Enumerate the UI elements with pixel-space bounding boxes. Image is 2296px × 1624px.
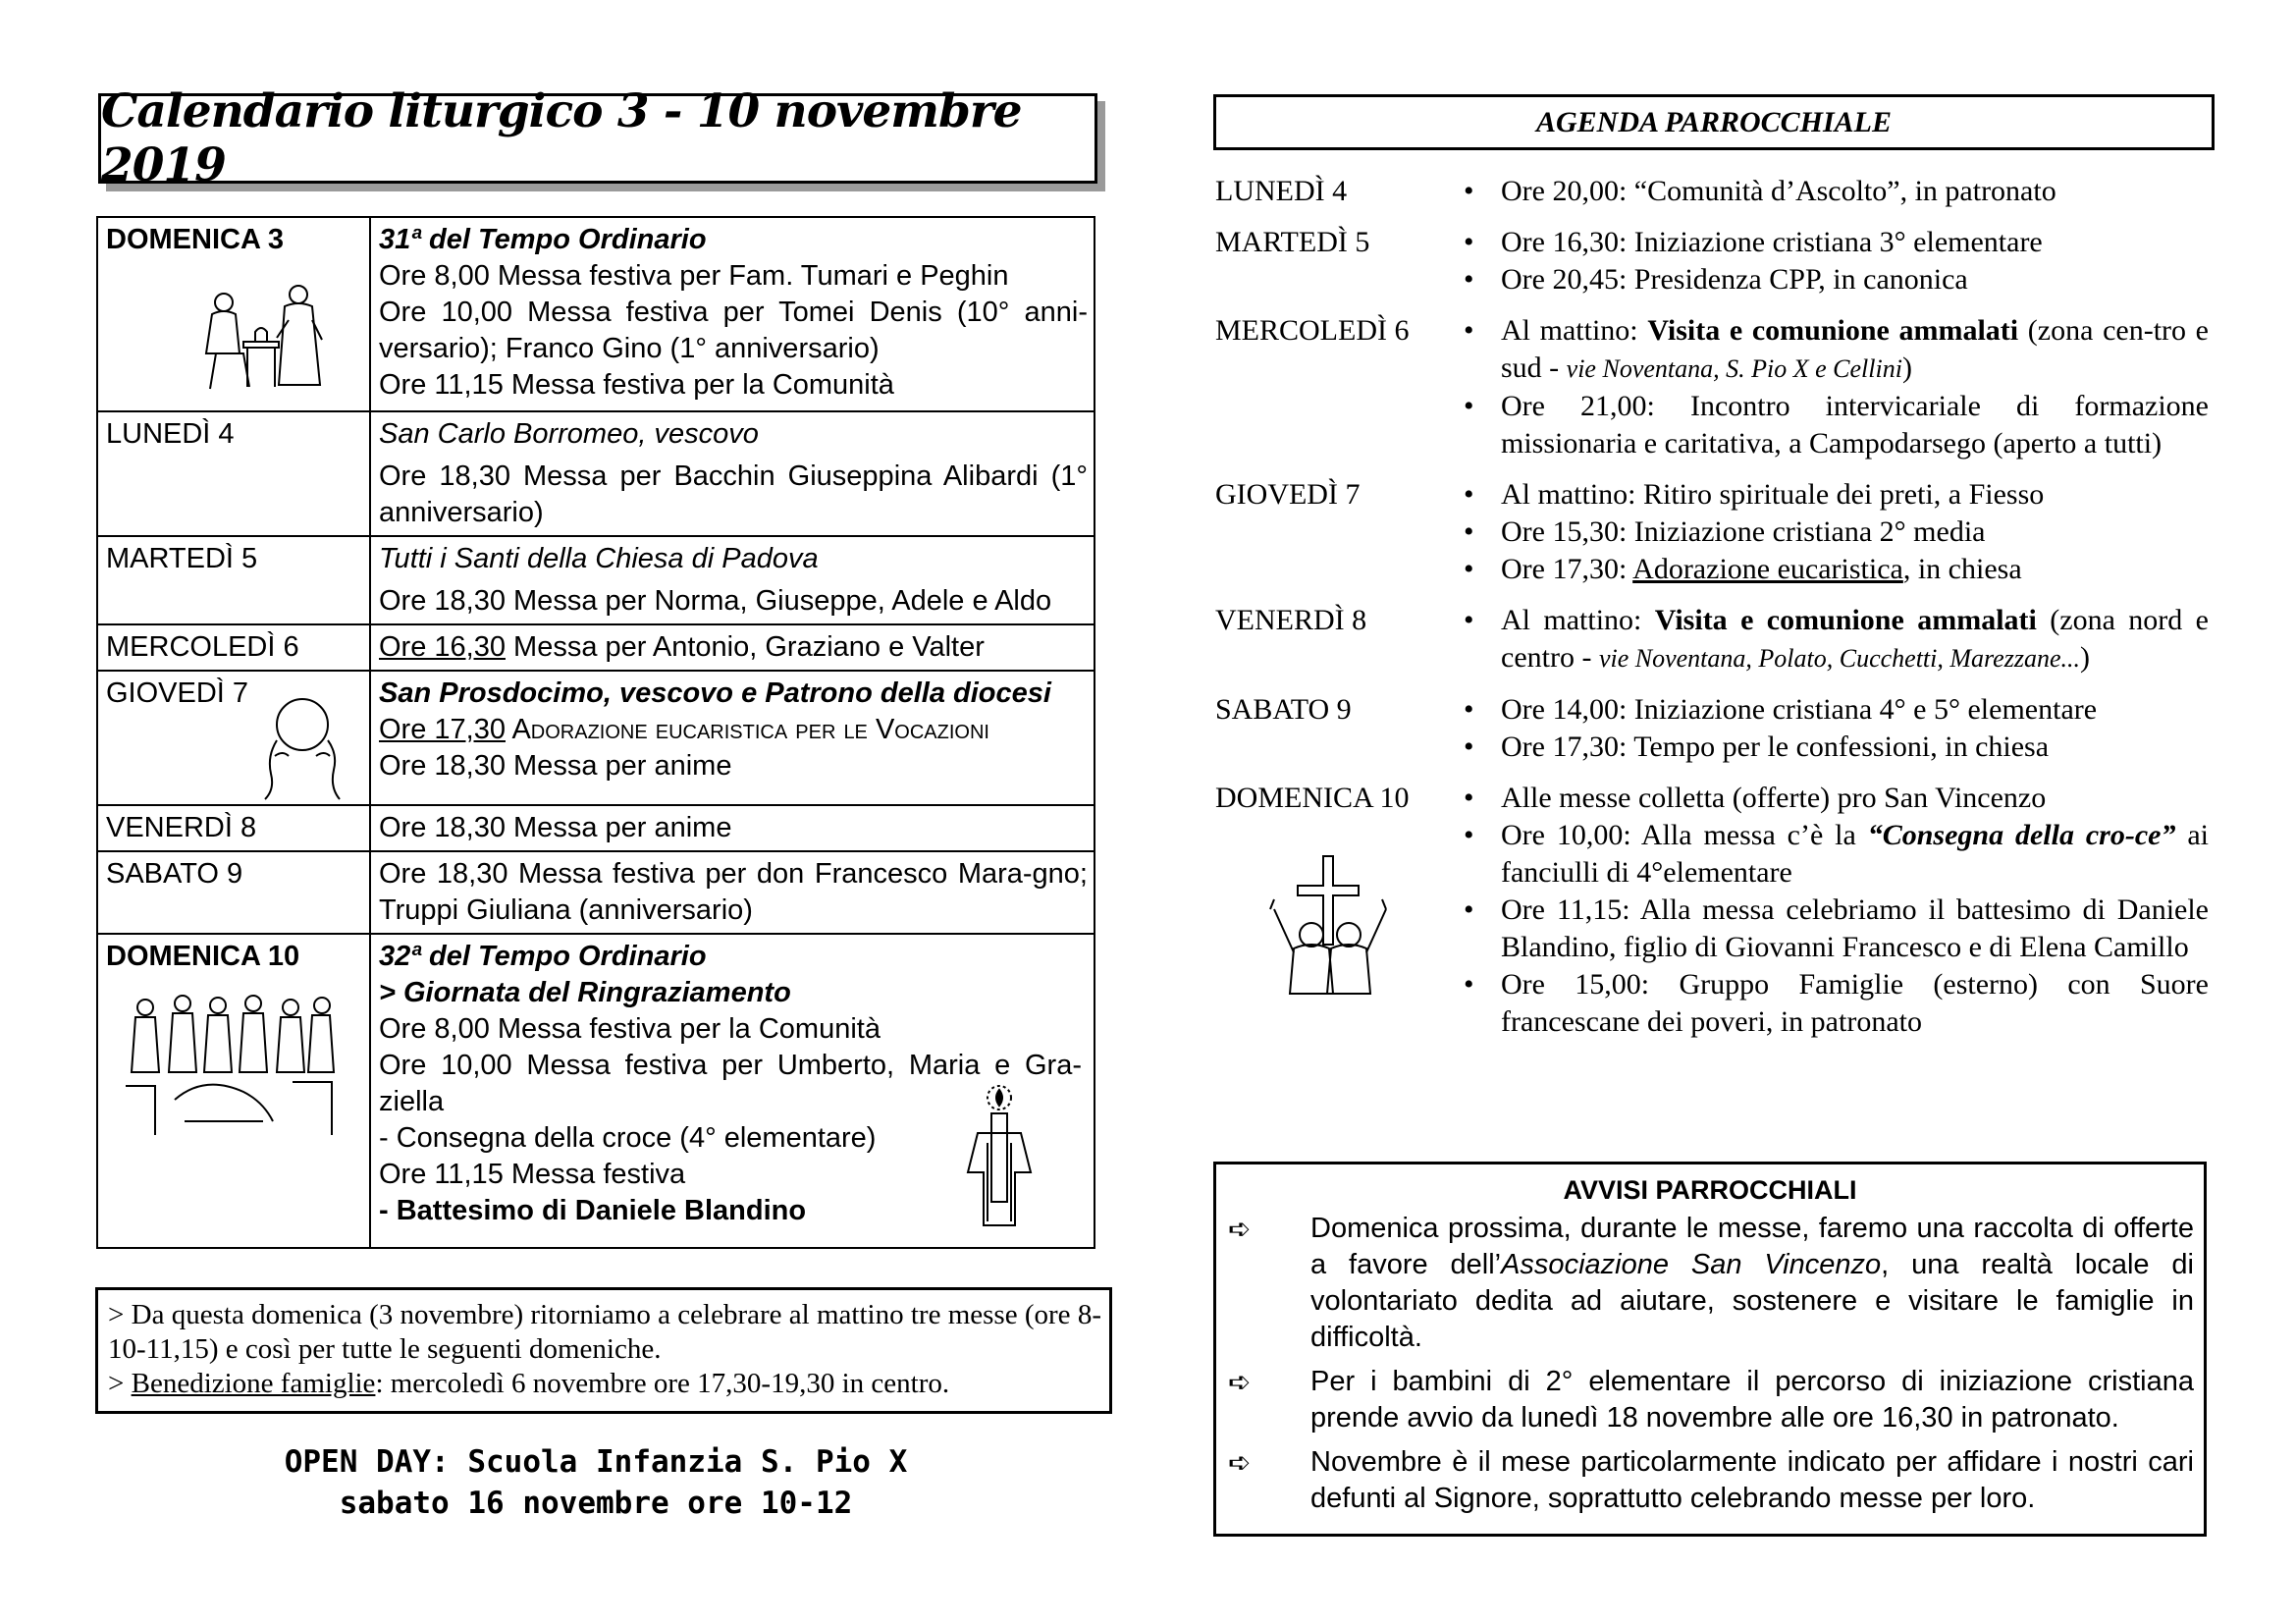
jesus-apostles-illustration bbox=[116, 992, 342, 1139]
calendar-title-box bbox=[98, 84, 1097, 192]
avviso-text bbox=[1310, 1211, 2194, 1356]
item-text: (zona nord e centro - bbox=[1501, 604, 2209, 674]
avviso-text: Per i bambini di 2° elementare il percorso di iniziazione cristiana prende avvio da lunedì 18 novembre alle ore 16,30 in patronato. bbox=[1310, 1366, 2194, 1434]
notes-box bbox=[95, 1287, 1112, 1414]
mass-line: Ore 11,15 Messa festiva bbox=[379, 1159, 686, 1190]
calendar-row bbox=[97, 411, 1095, 536]
feast-title: San Prosdocimo, vescovo e Patrono della diocesi bbox=[379, 677, 1051, 709]
item-text: , in chiesa bbox=[1902, 553, 2022, 585]
avviso-item bbox=[1222, 1211, 2194, 1356]
right-arrow-icon: ➪ bbox=[1228, 1367, 1252, 1397]
agenda-day bbox=[1215, 173, 2209, 210]
feast-title: 32ª del Tempo Ordinario bbox=[379, 941, 707, 972]
calendar-table bbox=[96, 216, 1095, 1249]
agenda-day bbox=[1215, 602, 2209, 677]
day-label: VENERDÌ 8 bbox=[106, 812, 257, 843]
agenda-items bbox=[1456, 602, 2209, 677]
mass-line: Ore 18,30 Messa festiva per don Francesco Mara-gno; Truppi Giuliana (anniversario) bbox=[379, 858, 1088, 926]
events-cell bbox=[370, 536, 1095, 624]
open-day-announcement bbox=[96, 1441, 1095, 1524]
mass-line: Ore 18,30 Messa per Bacchin Giuseppina Alibardi (1° anniversario) bbox=[379, 460, 1088, 528]
item-italic: vie Noventana, S. Pio X e Cellini bbox=[1566, 354, 1902, 383]
feast-title: San Carlo Borromeo, vescovo bbox=[379, 418, 759, 450]
agenda-day-text: DOMENICA 10 bbox=[1215, 782, 1410, 814]
agenda-item: • Ore 21,00: Incontro intervicariale di formazione missionaria e caritativa, a Campodarsego (aperto a tutti) bbox=[1456, 388, 2209, 462]
agenda-day bbox=[1215, 476, 2209, 588]
item-text: ai fanciulli di 4°elementare bbox=[1501, 819, 2210, 889]
day-cell bbox=[97, 536, 370, 624]
host-adoration-illustration bbox=[255, 695, 344, 801]
baptism-candle-icon bbox=[960, 1084, 1039, 1231]
agenda-item: • Al mattino: Ritiro spirituale dei preti, a Fiesso bbox=[1456, 476, 2209, 514]
events-cell bbox=[370, 411, 1095, 536]
avvisi-box bbox=[1213, 1162, 2207, 1537]
agenda-item: • Ore 20,00: “Comunità d’Ascolto”, in patronato bbox=[1456, 173, 2209, 210]
mass-line: Ore 8,00 Messa festiva per Fam. Tumari e Peghin bbox=[379, 260, 1009, 292]
calendar-row bbox=[97, 624, 1095, 671]
emmaus-illustration bbox=[187, 281, 334, 399]
item-text: Al mattino: bbox=[1501, 314, 1648, 347]
mass-line: Ore 10,00 Messa festiva per Tomei Denis (10° anni-versario); Franco Gino (1° anniversario) bbox=[379, 297, 1088, 364]
agenda-day-label: LUNEDÌ 4 bbox=[1215, 175, 1348, 207]
events-cell bbox=[370, 217, 1095, 411]
day-label: DOMENICA 10 bbox=[106, 941, 300, 972]
item-bold: Visita e comunione ammalati bbox=[1647, 314, 2019, 347]
mass-line: Ore 18,30 Messa per anime bbox=[379, 812, 732, 843]
feast-title: 31ª del Tempo Ordinario bbox=[379, 224, 707, 255]
day-cell bbox=[97, 671, 370, 805]
day-cell bbox=[97, 411, 370, 536]
mass-line: Ore 11,15 Messa festiva per la Comunità bbox=[379, 369, 894, 401]
agenda-list bbox=[1215, 173, 2209, 1055]
item-italic: vie Noventana, Polato, Cucchetti, Marezzane... bbox=[1598, 644, 2080, 673]
calendar-row bbox=[97, 217, 1095, 411]
day-label: GIOVEDÌ 7 bbox=[106, 677, 249, 709]
open-day-line: sabato 16 novembre ore 10-12 bbox=[339, 1486, 853, 1521]
agenda-day bbox=[1215, 224, 2209, 298]
avviso-item bbox=[1222, 1444, 2194, 1517]
agenda-day-label: GIOVEDÌ 7 bbox=[1215, 478, 1361, 511]
mass-time: Ore 16,30 bbox=[379, 631, 506, 663]
item-text: ) bbox=[1901, 352, 1912, 384]
item-bold-italic: “Consegna della cro-ce” bbox=[1867, 819, 2176, 851]
agenda-item: • Ore 16,30: Iniziazione cristiana 3° elementare bbox=[1456, 224, 2209, 261]
agenda-day bbox=[1215, 780, 2209, 1041]
cross-praise-illustration bbox=[1255, 850, 1402, 998]
agenda-day bbox=[1215, 312, 2209, 462]
avvisi-title: AVVISI PARROCCHIALI bbox=[1563, 1175, 1857, 1205]
agenda-day bbox=[1215, 691, 2209, 766]
agenda-day-label: MARTEDÌ 5 bbox=[1215, 226, 1370, 258]
day-label: DOMENICA 3 bbox=[106, 224, 284, 255]
mass-text: Messa per Antonio, Graziano e Valter bbox=[505, 631, 985, 663]
events-cell bbox=[370, 671, 1095, 805]
agenda-item: • Ore 11,15: Alla messa celebriamo il battesimo di Daniele Blandino, figlio di Giovanni Francesco e di Elena Camillo bbox=[1456, 892, 2209, 966]
day-cell bbox=[97, 805, 370, 851]
item-text: Ore 17,30: bbox=[1501, 553, 1633, 585]
avviso-italic: Associazione San Vincenzo bbox=[1501, 1249, 1882, 1280]
note-text: : mercoledì 6 novembre ore 17,30-19,30 in centro. bbox=[375, 1368, 950, 1399]
agenda-item: • Ore 15,00: Gruppo Famiglie (esterno) con Suore francescane dei poveri, in patronato bbox=[1456, 966, 2209, 1041]
calendar-row bbox=[97, 851, 1095, 934]
item-text: Al mattino: bbox=[1501, 604, 1655, 636]
feast-title: Tutti i Santi della Chiesa di Padova bbox=[379, 543, 819, 574]
agenda-title: AGENDA PARROCCHIALE bbox=[1535, 105, 1893, 138]
day-cell bbox=[97, 934, 370, 1248]
avviso-text: Novembre è il mese particolarmente indicato per affidare i nostri cari defunti al Signore, soprattutto celebrando messe per loro. bbox=[1310, 1446, 2194, 1514]
events-cell bbox=[370, 805, 1095, 851]
agenda-item: • Ore 15,30: Iniziazione cristiana 2° media bbox=[1456, 514, 2209, 551]
agenda-day-label: VENERDÌ 8 bbox=[1215, 604, 1367, 636]
agenda-item bbox=[1456, 817, 2209, 892]
agenda-item bbox=[1456, 602, 2209, 677]
agenda-items bbox=[1456, 224, 2209, 298]
day-label: MERCOLEDÌ 6 bbox=[106, 631, 299, 663]
note-prefix: > bbox=[108, 1368, 132, 1399]
agenda-item bbox=[1456, 551, 2209, 588]
mass-line: - Battesimo di Daniele Blandino bbox=[379, 1195, 807, 1226]
mass-line bbox=[379, 629, 1088, 666]
mass-line: - Consegna della croce (4° elementare) bbox=[379, 1122, 877, 1154]
agenda-item: • Ore 14,00: Iniziazione cristiana 4° e 5° elementare bbox=[1456, 691, 2209, 729]
item-text: Ore 10,00: Alla messa c’è la bbox=[1501, 819, 1868, 851]
feast-subtitle: > Giornata del Ringraziamento bbox=[379, 977, 791, 1008]
day-cell bbox=[97, 624, 370, 671]
agenda-items bbox=[1456, 691, 2209, 766]
agenda-item: • Alle messe colletta (offerte) pro San Vincenzo bbox=[1456, 780, 2209, 817]
right-arrow-icon: ➪ bbox=[1228, 1214, 1252, 1244]
agenda-item bbox=[1456, 312, 2209, 388]
open-day-line: OPEN DAY: Scuola Infanzia S. Pio X bbox=[284, 1444, 908, 1480]
mass-line: Ore 18,30 Messa per Norma, Giuseppe, Adele e Aldo bbox=[379, 585, 1052, 617]
events-cell bbox=[370, 934, 1095, 1248]
day-label: SABATO 9 bbox=[106, 858, 243, 890]
events-cell bbox=[370, 624, 1095, 671]
calendar-row bbox=[97, 805, 1095, 851]
avviso-text-part: Domenica prossima, durante le messe, faremo una raccolta di offerte a favore dell’ bbox=[1310, 1213, 2194, 1280]
adoration-text: Adorazione eucaristica per le Vocazioni bbox=[505, 714, 989, 745]
agenda-items bbox=[1456, 476, 2209, 588]
item-underlined: Adorazione eucaristica bbox=[1632, 553, 1903, 585]
calendar-row bbox=[97, 671, 1095, 805]
agenda-day-label: SABATO 9 bbox=[1215, 693, 1352, 726]
right-arrow-icon: ➪ bbox=[1228, 1447, 1252, 1478]
note-underlined: Benedizione famiglie bbox=[131, 1368, 376, 1399]
note-line bbox=[108, 1367, 1101, 1401]
agenda-item: • Ore 20,45: Presidenza CPP, in canonica bbox=[1456, 261, 2209, 298]
agenda-items bbox=[1456, 312, 2209, 462]
agenda-item: • Ore 17,30: Tempo per le confessioni, in chiesa bbox=[1456, 729, 2209, 766]
events-cell bbox=[370, 851, 1095, 934]
item-bold: Visita e comunione ammalati bbox=[1654, 604, 2037, 636]
note-line: > Da questa domenica (3 novembre) ritorniamo a celebrare al mattino tre messe (ore 8-10-11,15) e così per tutte le seguenti domeniche. bbox=[108, 1299, 1101, 1365]
item-text: (zona cen-tro e sud - bbox=[1501, 314, 2209, 384]
item-text: ) bbox=[2080, 641, 2090, 674]
mass-line: Ore 18,30 Messa per anime bbox=[379, 750, 732, 782]
agenda-title-box bbox=[1213, 94, 2215, 150]
mass-line: Ore 8,00 Messa festiva per la Comunità bbox=[379, 1013, 881, 1045]
day-cell bbox=[97, 217, 370, 411]
day-label: LUNEDÌ 4 bbox=[106, 418, 235, 450]
agenda-day-label bbox=[1215, 780, 1456, 1041]
mass-line: Ore 10,00 Messa festiva per Umberto, Maria e Gra-ziella bbox=[379, 1050, 1082, 1117]
agenda-items bbox=[1456, 173, 2209, 210]
day-label: MARTEDÌ 5 bbox=[106, 543, 258, 574]
calendar-title: Calendario liturgico 3 - 10 novembre 2019 bbox=[101, 84, 1022, 192]
agenda-day-label: MERCOLEDÌ 6 bbox=[1215, 314, 1410, 347]
agenda-items bbox=[1456, 780, 2209, 1041]
calendar-row bbox=[97, 536, 1095, 624]
calendar-row bbox=[97, 934, 1095, 1248]
mass-time: Ore 17,30 bbox=[379, 714, 506, 745]
avviso-item bbox=[1222, 1364, 2194, 1436]
avviso-text-part: , una realtà locale di volontariato dedita ad aiutare, sostenere e visitare le famiglie in difficoltà. bbox=[1310, 1249, 2194, 1353]
mass-line bbox=[379, 712, 1088, 748]
day-cell bbox=[97, 851, 370, 934]
